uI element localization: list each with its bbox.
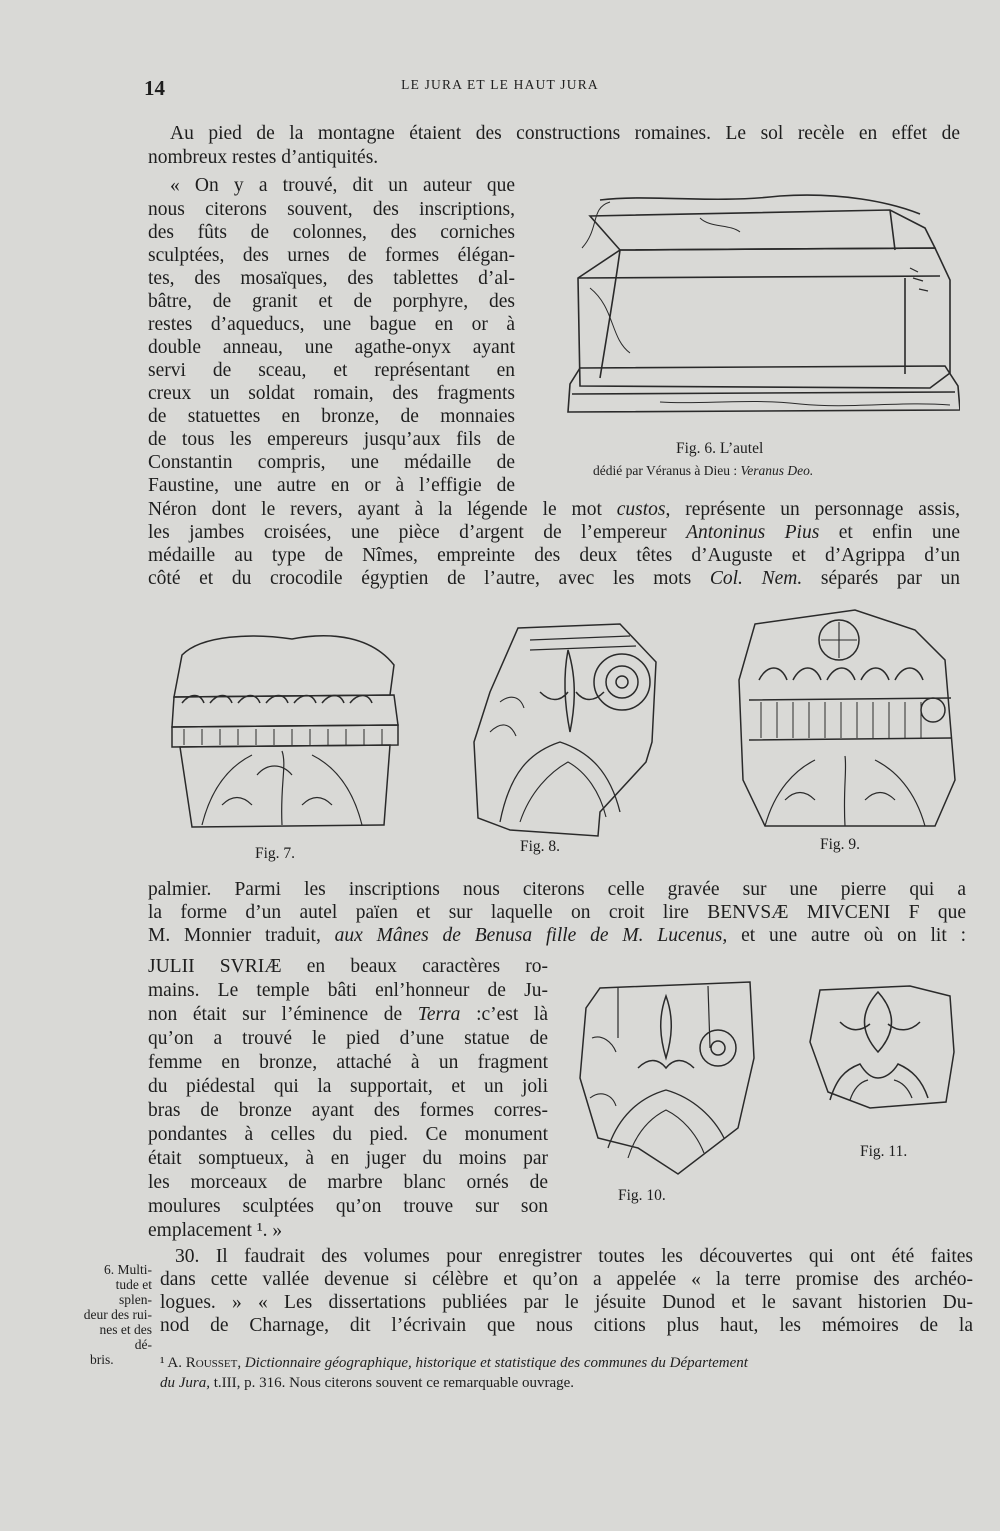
text-line: M. Monnier traduit, aux Mânes de Benusa fille de M. Lucenus, et une autre où on lit :	[148, 925, 966, 946]
text-line: mains. Le temple bâti enl’honneur de Ju-	[148, 980, 548, 1001]
text-line: médaille au type de Nîmes, empreinte des deux têtes d’Auguste et d’Agrippa d’un	[148, 545, 960, 566]
text-line: qu’on a trouvé le pied d’une statue de	[148, 1028, 548, 1049]
figure-8-capital-drawing	[470, 622, 665, 840]
page-number: 14	[144, 76, 165, 100]
text-line: logues. » « Les dissertations publiées par le jésuite Dunod et le savant historien Du-	[160, 1292, 973, 1313]
text-line: bras de bronze ayant des formes corres-	[148, 1100, 548, 1121]
margin-note-line: nes et des dé-	[99, 1322, 152, 1352]
text-line: pondantes à celles du pied. Ce monument	[148, 1124, 548, 1145]
figure-6-altar-drawing	[560, 188, 960, 423]
text-line: dans cette vallée devenue si célèbre et qu’on a appelée « la terre promise des archéo-	[160, 1269, 973, 1290]
footnote: ¹ A. Rousset, Dictionnaire géographique, historique et statistique des communes du Département du Jura, t.III, p. 316. Nous citerons souvent ce remarquable ouvrage.	[160, 1355, 748, 1391]
text-line: Néron dont le revers, ayant à la légende le mot custos, représente un personnage assis,	[148, 499, 961, 520]
figure-7-capital-drawing	[162, 625, 402, 835]
figure-9-caption: Fig. 9.	[820, 836, 861, 853]
figure-8-caption: Fig. 8.	[520, 838, 561, 855]
text-line: nous citerons souvent, des inscriptions,	[148, 199, 515, 220]
text-line: sculptées, des urnes de formes élégan-	[148, 245, 515, 266]
text-line: non était sur l’éminence de Terra :c’est là	[148, 1004, 548, 1025]
figure-11-fragment-drawing	[800, 982, 958, 1112]
running-title: LE JURA ET LE HAUT JURA	[401, 77, 599, 92]
margin-note-line: deur des rui-	[83, 1307, 152, 1322]
text-line: les jambes croisées, une pièce d’argent de l’empereur Antoninus Pius et enfin une	[148, 522, 960, 543]
text-line: creux un soldat romain, des fragments	[148, 383, 515, 404]
figure-10-caption: Fig. 10.	[618, 1187, 666, 1204]
text-line: servi de sceau, et représentant en	[148, 360, 515, 381]
text-line: des fûts de colonnes, des corniches	[148, 222, 515, 243]
text-line: femme en bronze, attaché à un fragment	[148, 1052, 548, 1073]
text-line: les morceaux de marbre blanc ornés de	[148, 1172, 548, 1193]
figure-6-caption-detail: dédié par Véranus à Dieu : Veranus Deo.	[593, 463, 814, 478]
margin-note-line: tude et splen-	[115, 1277, 152, 1307]
text-line: Au pied de la montagne étaient des constructions romaines. Le sol recèle en effet de	[170, 123, 960, 144]
text-line: de tous les empereurs jusqu’aux fils de	[148, 429, 515, 450]
text-line: moulures sculptées qu’on trouve sur son	[148, 1196, 548, 1217]
text-line: de statuettes en bronze, de monnaies	[148, 406, 515, 427]
text-line: nod de Charnage, dit l’écrivain que nous citions plus haut, les mémoires de la	[160, 1315, 973, 1336]
text-line: bâtre, de granit et de porphyre, des	[148, 291, 515, 312]
figure-6-caption: Fig. 6. L’autel	[676, 440, 764, 457]
text-line: palmier. Parmi les inscriptions nous citerons celle gravée sur une pierre qui a	[148, 879, 966, 900]
text-line: restes d’aqueducs, une bague en or à	[148, 314, 515, 335]
text-line: Faustine, une autre en or à l’effigie de	[148, 475, 515, 496]
text-line: JULII SVRIÆ en beaux caractères ro-	[148, 956, 548, 977]
margin-note-line: bris.	[90, 1352, 114, 1367]
text-line: la forme d’un autel païen et sur laquelle on croit lire BENVSÆ MIVCENI F que	[148, 902, 966, 923]
figure-9-capital-drawing	[735, 600, 960, 835]
text-line: tes, des mosaïques, des tablettes d’al-	[148, 268, 515, 289]
text-line: était somptueux, à en juger du moins par	[148, 1148, 548, 1169]
text-line: emplacement ¹. »	[148, 1220, 283, 1241]
text-line: « On y a trouvé, dit un auteur que	[170, 175, 515, 196]
text-line: 30. Il faudrait des volumes pour enregistrer toutes les découvertes qui ont été faites	[175, 1246, 973, 1267]
margin-note-line: 6. Multi-	[103, 1262, 152, 1277]
text-line: nombreux restes d’antiquités.	[148, 147, 379, 168]
text-line: du piédestal qui la supportait, et un joli	[148, 1076, 548, 1097]
text-line: double anneau, une agathe-onyx ayant	[148, 337, 515, 358]
figure-7-caption: Fig. 7.	[255, 845, 296, 862]
text-line: côté et du crocodile égyptien de l’autre, avec les mots Col. Nem. séparés par un	[148, 568, 960, 589]
margin-note	[82, 1262, 152, 1367]
figure-10-fragment-drawing	[578, 978, 756, 1178]
figure-11-caption: Fig. 11.	[860, 1143, 908, 1160]
text-line: Constantin compris, une médaille de	[148, 452, 515, 473]
